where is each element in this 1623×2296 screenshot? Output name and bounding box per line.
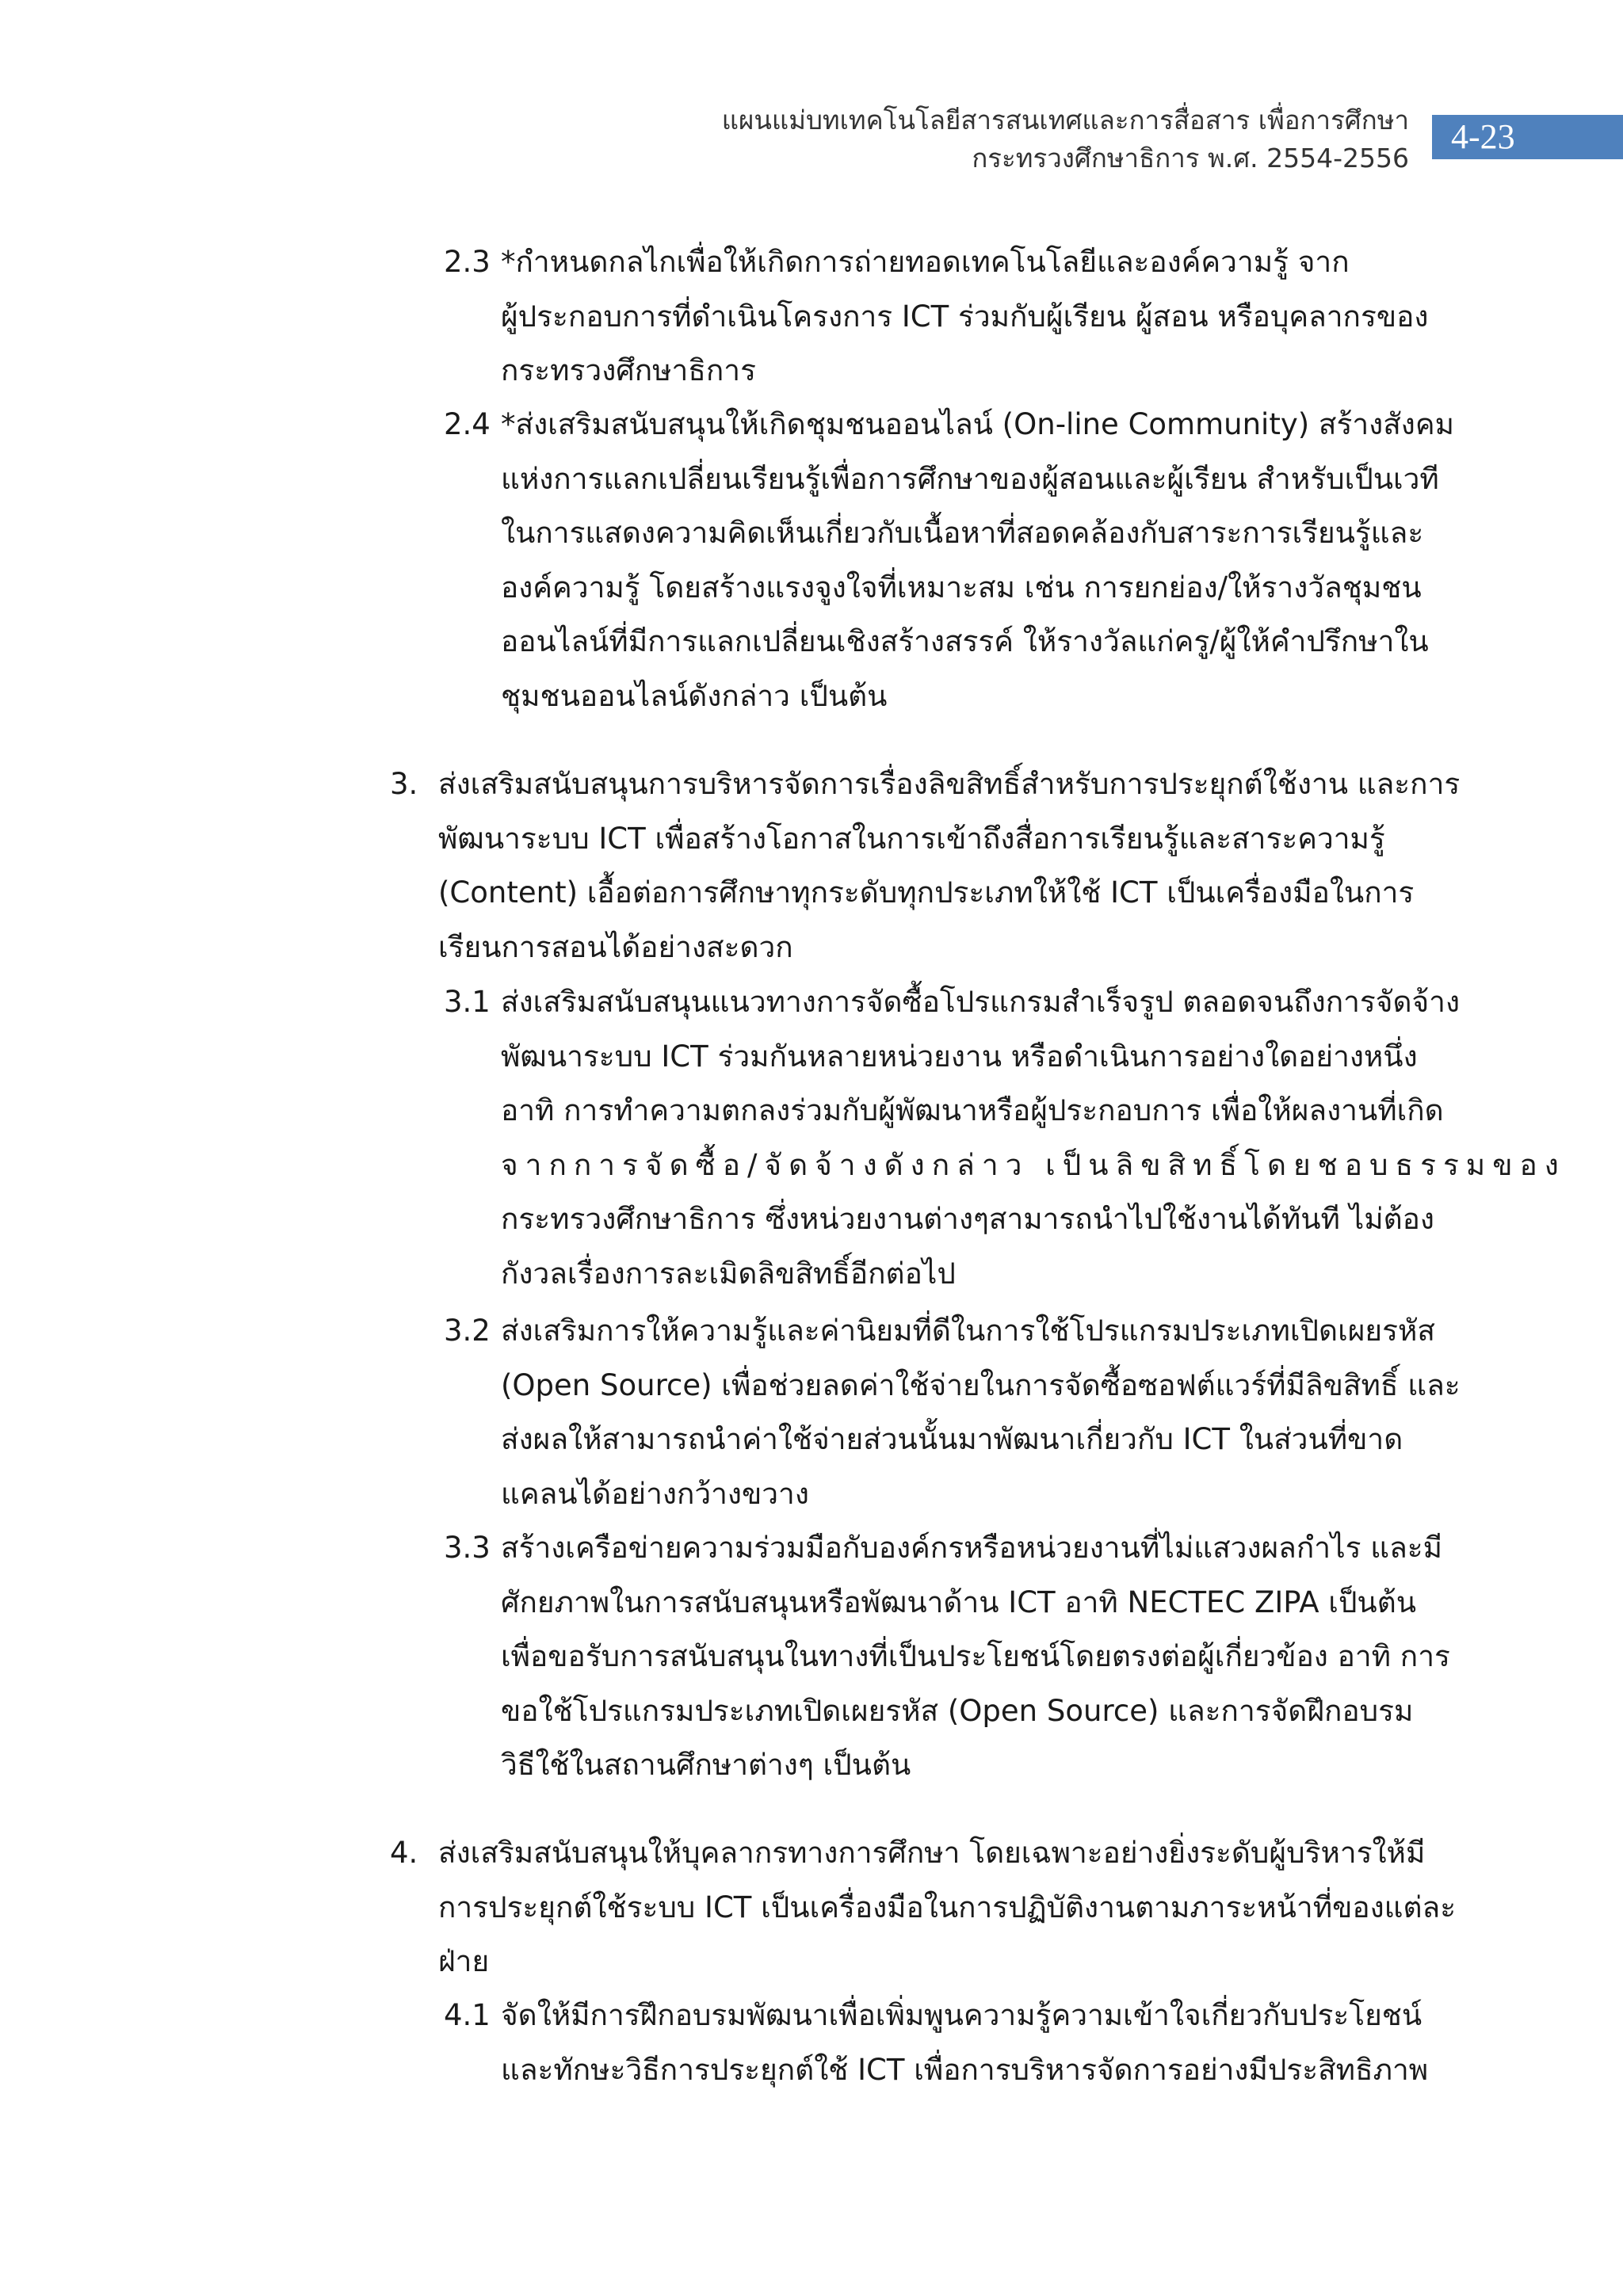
item-text-line: กระทรวงศึกษาธิการ ซึ่งหน่วยงานต่างๆสามารถนำไปใช้งานได้ทันที ไม่ต้อง bbox=[501, 1202, 1434, 1236]
item-number: 4. bbox=[390, 1836, 418, 1870]
item-text-line: จัดให้มีการฝึกอบรมพัฒนาเพื่อเพิ่มพูนความรู้ความเข้าใจเกี่ยวกับประโยชน์ bbox=[501, 1998, 1423, 2032]
item-text-line: ออนไลน์ที่มีการแลกเปลี่ยนเชิงสร้างสรรค์ ให้รางวัลแก่ครู/ผู้ให้คำปรึกษาใน bbox=[501, 624, 1429, 658]
header-title: แผนแม่บทเทคโนโลยีสารสนเทศและการสื่อสาร เพื่อการศึกษา bbox=[721, 105, 1409, 135]
item-text-line: อาทิ การทำความตกลงร่วมกับผู้พัฒนาหรือผู้ประกอบการ เพื่อให้ผลงานที่เกิด bbox=[501, 1093, 1444, 1127]
item-text-line: ผู้ประกอบการที่ดำเนินโครงการ ICT ร่วมกับผู้เรียน ผู้สอน หรือบุคลากรของ bbox=[501, 299, 1429, 334]
item-text-line: ส่งเสริมสนับสนุนแนวทางการจัดซื้อโปรแกรมสำเร็จรูป ตลอดจนถึงการจัดจ้าง bbox=[501, 985, 1461, 1019]
page-number-badge: 4-23 bbox=[1432, 115, 1623, 159]
item-number: 3. bbox=[390, 767, 418, 801]
item-text-line: วิธีใช้ในสถานศึกษาต่างๆ เป็นต้น bbox=[501, 1748, 911, 1782]
item-number: 3.2 bbox=[444, 1314, 491, 1348]
item-number: 3.1 bbox=[444, 985, 491, 1019]
page-header bbox=[722, 101, 1409, 177]
item-text-line: การประยุกต์ใช้ระบบ ICT เป็นเครื่องมือในการปฏิบัติงานตามภาระหน้าที่ของแต่ละ bbox=[438, 1890, 1457, 1924]
item-text-line: ส่งเสริมการให้ความรู้และค่านิยมที่ดีในการใช้โปรแกรมประเภทเปิดเผยรหัส bbox=[501, 1314, 1435, 1348]
item-text-line: (Open Source) เพื่อช่วยลดค่าใช้จ่ายในการจัดซื้อซอฟต์แวร์ที่มีลิขสิทธิ์ และ bbox=[501, 1367, 1461, 1402]
item-text-line: ส่งผลให้สามารถนำค่าใช้จ่ายส่วนนั้นมาพัฒนาเกี่ยวกับ ICT ในส่วนที่ขาด bbox=[501, 1422, 1403, 1456]
item-text-line: เพื่อขอรับการสนับสนุนในทางที่เป็นประโยชน์โดยตรงต่อผู้เกี่ยวข้อง อาทิ การ bbox=[501, 1639, 1450, 1673]
item-text-line: ในการแสดงความคิดเห็นเกี่ยวกับเนื้อหาที่สอดคล้องกับสาระการเรียนรู้และ bbox=[501, 516, 1424, 550]
item-text-line: กระทรวงศึกษาธิการ bbox=[501, 353, 756, 387]
item-number: 4.1 bbox=[444, 1998, 491, 2032]
item-number: 2.4 bbox=[444, 407, 491, 441]
item-text-line: ส่งเสริมสนับสนุนการบริหารจัดการเรื่องลิขสิทธิ์สำหรับการประยุกต์ใช้งาน และการ bbox=[438, 767, 1461, 801]
item-text-line: แคลนได้อย่างกว้างขวาง bbox=[501, 1476, 809, 1511]
item-text-line: กังวลเรื่องการละเมิดลิขสิทธิ์อีกต่อไป bbox=[501, 1256, 956, 1291]
item-text-line: สร้างเครือข่ายความร่วมมือกับองค์กรหรือหน่วยงานที่ไม่แสวงผลกำไร และมี bbox=[501, 1531, 1443, 1565]
item-number: 2.3 bbox=[444, 245, 491, 279]
item-text-line: พัฒนาระบบ ICT ร่วมกันหลายหน่วยงาน หรือดำเนินการอย่างใดอย่างหนึ่ง bbox=[501, 1039, 1418, 1074]
item-text-line: เรียนการสอนได้อย่างสะดวก bbox=[438, 929, 793, 964]
item-text-line: ฝ่าย bbox=[438, 1944, 490, 1978]
item-text-line: ขอใช้โปรแกรมประเภทเปิดเผยรหัส (Open Source) และการจัดฝึกอบรม bbox=[501, 1693, 1414, 1728]
item-number: 3.3 bbox=[444, 1531, 491, 1565]
item-text-line: ส่งเสริมสนับสนุนให้บุคลากรทางการศึกษา โดยเฉพาะอย่างยิ่งระดับผู้บริหารให้มี bbox=[438, 1836, 1426, 1870]
item-text-line: (Content) เอื้อต่อการศึกษาทุกระดับทุกประเภทให้ใช้ ICT เป็นเครื่องมือในการ bbox=[438, 875, 1415, 910]
item-text-line: พัฒนาระบบ ICT เพื่อสร้างโอกาสในการเข้าถึงสื่อการเรียนรู้และสาระความรู้ bbox=[438, 821, 1385, 856]
item-text-line: ชุมชนออนไลน์ดังกล่าว เป็นต้น bbox=[501, 678, 888, 713]
item-text-line: แห่งการแลกเปลี่ยนเรียนรู้เพื่อการศึกษาของผู้สอนและผู้เรียน สำหรับเป็นเวที bbox=[501, 461, 1439, 496]
item-text-line: และทักษะวิธีการประยุกต์ใช้ ICT เพื่อการบริหารจัดการอย่างมีประสิทธิภาพ bbox=[501, 2052, 1429, 2087]
item-text-line: *กำหนดกลไกเพื่อให้เกิดการถ่ายทอดเทคโนโลยีและองค์ความรู้ จาก bbox=[501, 245, 1350, 279]
item-text-line: องค์ความรู้ โดยสร้างแรงจูงใจที่เหมาะสม เช่น การยกย่อง/ให้รางวัลชุมชน bbox=[501, 570, 1422, 605]
header-subtitle: กระทรวงศึกษาธิการ พ.ศ. 2554-2556 bbox=[972, 142, 1409, 174]
item-text-line: ศักยภาพในการสนับสนุนหรือพัฒนาด้าน ICT อาทิ NECTEC ZIPA เป็นต้น bbox=[501, 1585, 1417, 1619]
item-text-line: จากการจัดซื้อ/จัดจ้างดังกล่าว เป็นลิขสิทธิ์โดยชอบธรรมของ bbox=[501, 1147, 1566, 1182]
item-text-line: *ส่งเสริมสนับสนุนให้เกิดชุมชนออนไลน์ (On-line Community) สร้างสังคม bbox=[501, 407, 1455, 441]
